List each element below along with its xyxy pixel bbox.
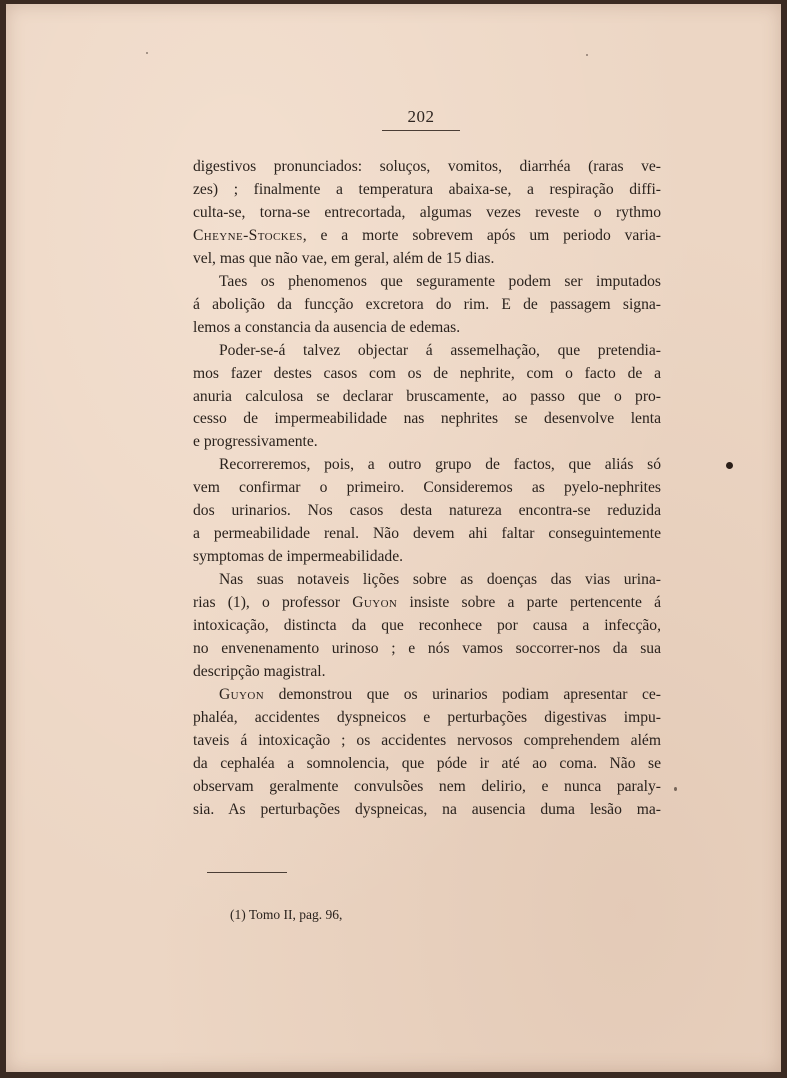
text-segment: digestivos pronunciados: soluços, vomitos, diarrhéa (raras ve- — [193, 158, 661, 175]
header-rule — [382, 130, 460, 131]
text-line — [193, 386, 661, 409]
text-segment: Taes os phenomenos que seguramente podem ser imputados — [219, 272, 661, 290]
paragraph — [193, 340, 661, 455]
text-segment: vel, mas que não vae, em geral, além de 15 dias. — [193, 249, 495, 267]
text-segment: taveis á intoxicação ; os accidentes nervosos comprehendem além — [193, 731, 661, 749]
text-line — [193, 179, 661, 202]
text-line — [193, 156, 661, 179]
text-line — [193, 730, 661, 753]
text-line — [193, 523, 661, 546]
text-segment: a permeabilidade renal. Não devem ahi faltar conseguintemente — [193, 525, 661, 543]
text-segment: insiste sobre a parte pertencente á — [397, 594, 661, 612]
text-segment: cesso de impermeabilidade nas nephrites se desenvolve lenta — [193, 410, 661, 428]
text-segment: observam geralmente convulsões nem delirio, e nunca paraly- — [193, 777, 661, 795]
body-text — [193, 156, 661, 822]
text-segment: no envenenamento urinoso ; e nós vamos soccorrer-nos da sua — [193, 640, 661, 658]
paragraph — [193, 569, 661, 684]
footnote: (1) Tomo II, pag. 96, — [230, 907, 343, 922]
book-page — [6, 4, 781, 1072]
ink-speck — [674, 787, 677, 791]
text-line — [193, 753, 661, 776]
text-segment: , e a morte sobrevem após um periodo varia- — [302, 226, 661, 244]
text-line — [193, 294, 661, 317]
text-segment: á abolição da funcção excretora do rim. E de passagem signa- — [193, 295, 661, 313]
text-line — [193, 707, 661, 730]
text-line — [193, 363, 661, 386]
text-segment: rias (1), o professor — [193, 594, 353, 612]
paragraph — [193, 156, 661, 271]
paragraph — [193, 454, 661, 569]
text-line — [193, 615, 661, 638]
text-segment: anuria calculosa se declarar bruscamente, ao passo que o pro- — [193, 387, 661, 405]
text-segment: dos urinarios. Nos casos desta natureza encontra-se reduzida — [193, 502, 661, 520]
small-caps-name: Guyon — [219, 685, 265, 703]
ink-speck — [146, 52, 148, 54]
text-segment: lemos a constancia da ausencia de edemas. — [193, 318, 461, 336]
text-segment: culta-se, torna-se entrecortada, algumas vezes reveste o rythmo — [193, 203, 661, 221]
small-caps-name: Guyon — [352, 594, 398, 612]
text-line — [193, 317, 661, 340]
text-line — [193, 225, 661, 248]
text-segment: mos fazer destes casos com os de nephrite, com o facto de a — [193, 364, 661, 382]
text-segment: zes) ; finalmente a temperatura abaixa-se, a respiração diffi- — [193, 180, 661, 198]
text-line — [193, 408, 661, 431]
text-line — [193, 477, 661, 500]
text-line — [193, 454, 661, 477]
text-line — [193, 340, 661, 363]
ink-speck — [726, 462, 733, 469]
ink-speck — [586, 54, 588, 56]
text-line — [193, 248, 661, 271]
text-line — [193, 431, 661, 454]
text-segment: symptomas de impermeabilidade. — [193, 548, 404, 566]
text-line — [193, 776, 661, 799]
text-line — [193, 638, 661, 661]
text-segment: sia. As perturbações dyspneicas, na ausencia duma lesão ma- — [193, 800, 661, 818]
page-number: 202 — [407, 107, 435, 126]
text-line — [193, 684, 661, 707]
text-segment: Poder-se-á talvez objectar á assemelhação, que pretendia- — [219, 341, 661, 359]
text-line — [193, 661, 661, 684]
small-caps-name: Cheyne-Stockes — [193, 226, 303, 244]
text-segment: Nas suas notaveis lições sobre as doenças das vias urina- — [219, 571, 661, 589]
text-line — [193, 569, 661, 592]
text-line — [193, 592, 661, 615]
paragraph — [193, 271, 661, 340]
text-segment: descripção magistral. — [193, 662, 326, 680]
text-line — [193, 500, 661, 523]
text-segment: Recorreremos, pois, a outro grupo de factos, que aliás só — [219, 456, 661, 474]
text-segment: vem confirmar o primeiro. Consideremos as pyelo-nephrites — [193, 479, 661, 497]
text-segment: phaléa, accidentes dyspneicos e perturbações digestivas impu- — [193, 708, 661, 726]
text-segment: da cephaléa a somnolencia, que póde ir até ao coma. Não se — [193, 754, 661, 772]
text-line — [193, 202, 661, 225]
text-segment: e progressivamente. — [193, 433, 318, 451]
text-line — [193, 799, 661, 822]
text-segment: demonstrou que os urinarios podiam apresentar ce- — [264, 685, 661, 703]
text-line — [193, 271, 661, 294]
paragraph — [193, 684, 661, 822]
footnote-rule — [207, 872, 287, 873]
text-segment: intoxicação, distincta da que reconhece por causa a infecção, — [193, 617, 661, 635]
text-line — [193, 546, 661, 569]
